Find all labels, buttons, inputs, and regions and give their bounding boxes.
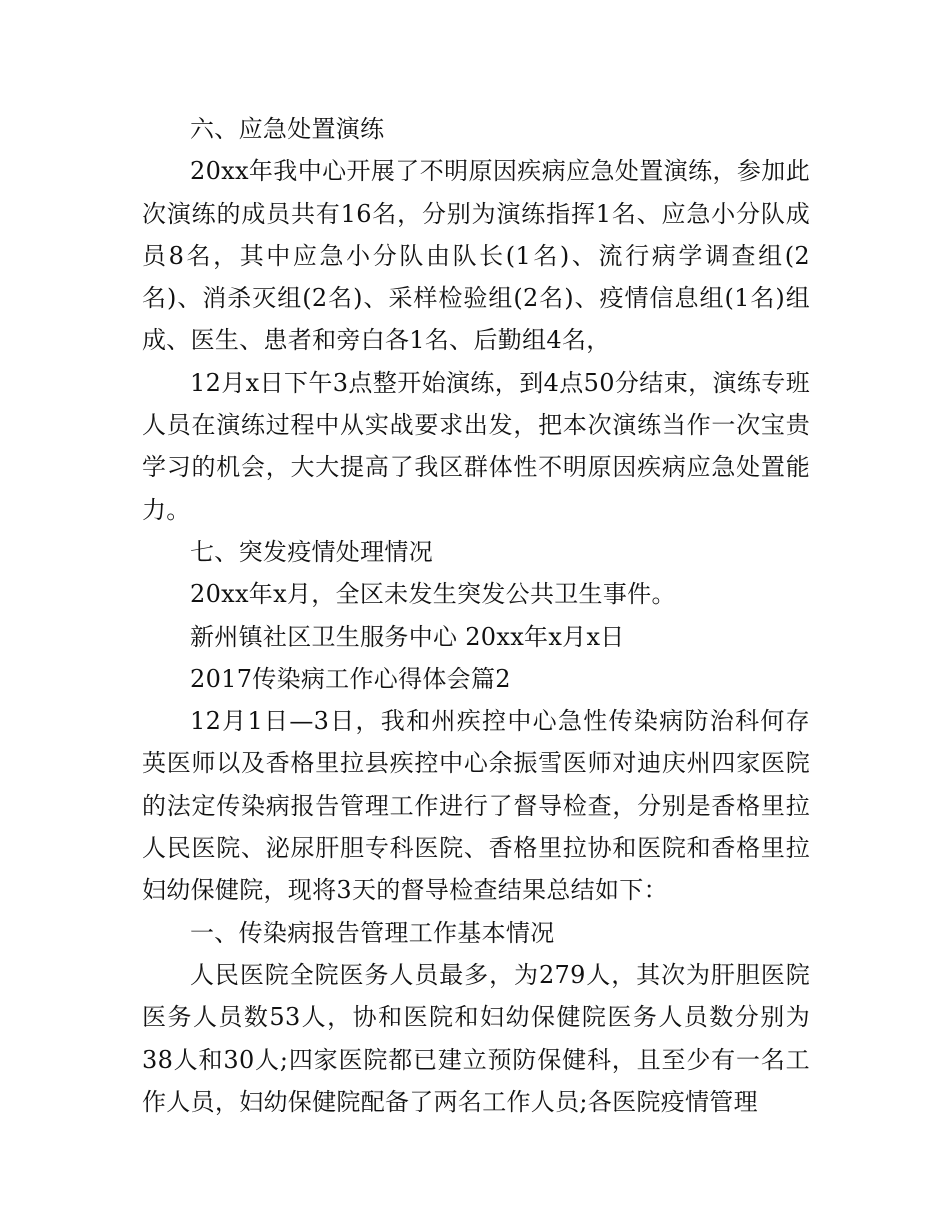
paragraph-no-incidents: 20xx年x月，全区未发生突发公共卫生事件。 [190, 580, 676, 609]
section-heading-outbreak-handling: 七、突发疫情处理情况 [190, 537, 433, 566]
paragraph-drill-time: 12月x日下午3点整开始演练，到4点50分结束，演练专班人员在演练过程中从实战要求出发，把本次演练当作一次宝贵学习的机会，大大提高了我区群体性不明原因疾病应急处置能力。 [142, 368, 810, 524]
paragraph-inspection-intro: 12月1日—3日，我和州疾控中心急性传染病防治科何存英医师以及香格里拉县疾控中心余振雪医师对迪庆州四家医院的法定传染病报告管理工作进行了督导检查，分别是香格里拉人民医院、泌尿肝胆专科医院、香格里拉协和医院和香格里拉妇幼保健院，现将3天的督导检查结果总结如下： [142, 707, 810, 905]
section-heading-emergency-drill: 六、应急处置演练 [190, 115, 385, 143]
paragraph-staff-numbers: 人民医院全院医务人员最多，为279人，其次为肝胆医院医务人员数53人，协和医院和妇幼保健院医务人员数分别为38人和30人;四家医院都已建立预防保健科，且至少有一名工作人员，妇幼保健院配备了两名工作人员;各医院疫情管理 [142, 960, 810, 1116]
section-heading-report-management: 一、传染病报告管理工作基本情况 [190, 918, 555, 947]
article-title: 2017传染病工作心得体会篇2 [190, 664, 511, 693]
signature-line: 新州镇社区卫生服务中心 20xx年x月x日 [190, 622, 625, 651]
document-body [142, 108, 810, 1123]
paragraph-drill-members: 20xx年我中心开展了不明原因疾病应急处置演练，参加此次演练的成员共有16名，分别为演练指挥1名、应急小分队成员8名，其中应急小分队由队长(1名)、流行病学调查组(2名)、消杀灭组(2名)、采样检验组(2名)、疫情信息组(1名)组成、医生、患者和旁白各1名、后勤组4名， [142, 157, 810, 355]
